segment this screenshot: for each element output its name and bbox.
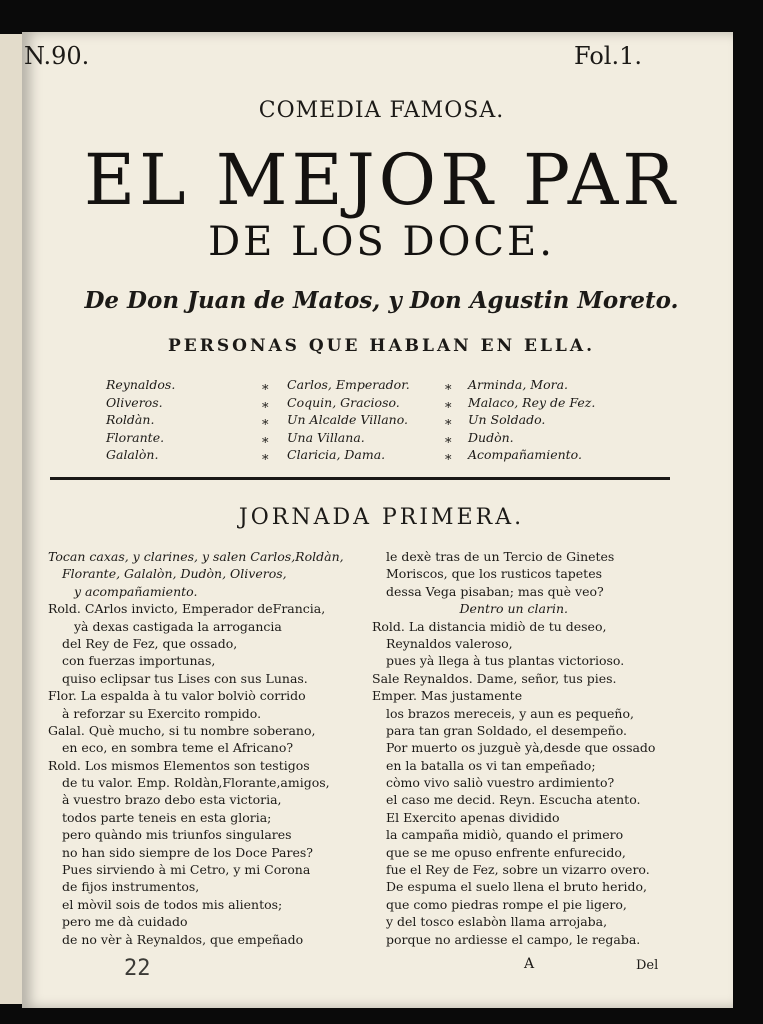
cast-name: Malaco, Rey de Fez. [468, 394, 596, 410]
verse-line: la campaña midiò, quando el primero [386, 827, 624, 843]
verse-line: pues yà llega à tus plantas victorioso. [386, 653, 625, 669]
stage-direction: Florante, Galalòn, Dudòn, Oliveros, [62, 566, 287, 582]
folio-number: Fol.1. [574, 42, 642, 70]
verse-line: à reforzar su Exercito rompido. [62, 705, 262, 721]
cast-column-3 [468, 376, 595, 464]
verse-line: Rold. La distancia midiò de tu deseo, [372, 618, 607, 634]
authors-line: De Don Juan de Matos, y Don Agustin Moreto. [84, 287, 679, 314]
cast-name: Florante. [106, 429, 165, 445]
handwritten-number: 22 [124, 956, 151, 981]
cast-name: Reynaldos. [106, 377, 176, 392]
verse-line: pero me dà cuidado [62, 914, 188, 930]
verse-line: de fijos instrumentos, [62, 879, 200, 895]
cast-name: Roldàn. [106, 412, 155, 427]
stage-direction: Dentro un clarin. [459, 601, 568, 617]
title-line-2: DE LOS DOCE. [208, 219, 555, 265]
verse-line: Pues sirviendo à mi Cetro, y mi Corona [62, 862, 311, 878]
verse-line: yà dexas castigada la arrogancia [74, 618, 282, 634]
verse-line: y del tosco eslabòn llama arrojaba, [386, 914, 608, 930]
cast-name: Acompañamiento. [468, 447, 582, 462]
verse-line: Moriscos, que los rusticos tapetes [386, 566, 603, 582]
verse-line: que como piedras rompe el pie ligero, [386, 896, 627, 912]
personas-heading: PERSONAS QUE HABLAN EN ELLA. [168, 336, 595, 356]
verse-line: Rold. CArlos invicto, Emperador deFrancia, [48, 601, 326, 617]
verse-line: pero quàndo mis triunfos singulares [62, 827, 292, 843]
verse-line: en eco, en sombra teme el Africano? [62, 740, 294, 756]
verse-line: Por muerto os juzguè yà,desde que ossado [386, 740, 656, 756]
stage-direction: y acompañamiento. [74, 583, 198, 599]
verse-line: para tan gran Soldado, el desempeño. [386, 722, 627, 738]
verse-line: Rold. Los mismos Elementos son testigos [48, 757, 310, 773]
verse-line: Sale Reynaldos. Dame, señor, tus pies. [372, 670, 617, 686]
cast-column-1 [106, 376, 175, 464]
cast-name: Un Soldado. [468, 412, 546, 427]
cast-separator-1: * * * * * [262, 383, 269, 468]
verse-line: à vuestro brazo debo esta victoria, [62, 792, 282, 808]
title-line-1: EL MEJOR PAR [84, 139, 679, 221]
cast-column-2 [287, 376, 410, 464]
divider-rule [50, 477, 670, 480]
text-column-left [48, 548, 344, 948]
verse-line: el caso me decid. Reyn. Escucha atento. [386, 792, 641, 808]
verse-line: todos parte teneis en esta gloria; [62, 809, 272, 825]
cast-separator-2: * * * * * [445, 383, 452, 468]
verse-line: del Rey de Fez, que ossado, [62, 635, 238, 651]
verse-line: con fuerzas importunas, [62, 653, 216, 669]
verse-line: los brazos mereceis, y aun es pequeño, [386, 705, 634, 721]
play-number: N.90. [24, 42, 90, 70]
text-column-right [372, 548, 655, 948]
cast-name: Claricia, Dama. [287, 447, 386, 462]
verse-line: El Exercito apenas dividido [386, 809, 560, 825]
verse-line: porque no ardiesse el campo, le regaba. [386, 931, 641, 947]
verse-line: Reynaldos valeroso, [386, 635, 513, 651]
cast-name: Galalòn. [106, 447, 159, 462]
verse-line: de tu valor. Emp. Roldàn,Florante,amigos, [62, 775, 330, 791]
cast-name: Dudòn. [468, 429, 514, 445]
verse-line: en la batalla os vi tan empeñado; [386, 757, 596, 773]
comedia-heading: COMEDIA FAMOSA. [258, 98, 505, 123]
cast-name: Coquin, Gracioso. [287, 394, 400, 410]
cast-name: Un Alcalde Villano. [287, 412, 408, 427]
cast-name: Arminda, Mora. [468, 377, 569, 392]
stage-direction: Tocan caxas, y clarines, y salen Carlos,Roldàn, [48, 549, 344, 564]
verse-line: còmo vivo saliò vuestro ardimiento? [386, 775, 615, 791]
verse-line: le dexè tras de un Tercio de Ginetes [386, 549, 615, 564]
cast-name: Carlos, Emperador. [287, 377, 410, 392]
verse-line: quiso eclipsar tus Lises con sus Lunas. [62, 670, 308, 686]
catchword: Del [636, 958, 659, 973]
verse-line: De espuma el suelo llena el bruto herido, [386, 879, 647, 895]
cast-name: Una Villana. [287, 429, 365, 445]
verse-line: Flor. La espalda à tu valor bolviò corrido [48, 688, 306, 704]
verse-line: Emper. Mas justamente [372, 688, 523, 704]
verse-line: el mòvil sois de todos mis alientos; [62, 896, 283, 912]
verse-line: que se me opuso enfrente enfurecido, [386, 844, 626, 860]
verse-line: no han sido siempre de los Doce Pares? [62, 844, 313, 860]
verse-line: dessa Vega pisaban; mas què veo? [386, 583, 604, 599]
verse-line: fue el Rey de Fez, sobre un vizarro overo. [386, 862, 650, 878]
verse-line: Galal. Què mucho, si tu nombre soberano, [48, 722, 316, 738]
jornada-heading: JORNADA PRIMERA. [238, 505, 525, 530]
signature-mark: A [524, 956, 535, 972]
cast-name: Oliveros. [106, 394, 163, 410]
verse-line: de no vèr à Reynaldos, que empeñado [62, 931, 304, 947]
